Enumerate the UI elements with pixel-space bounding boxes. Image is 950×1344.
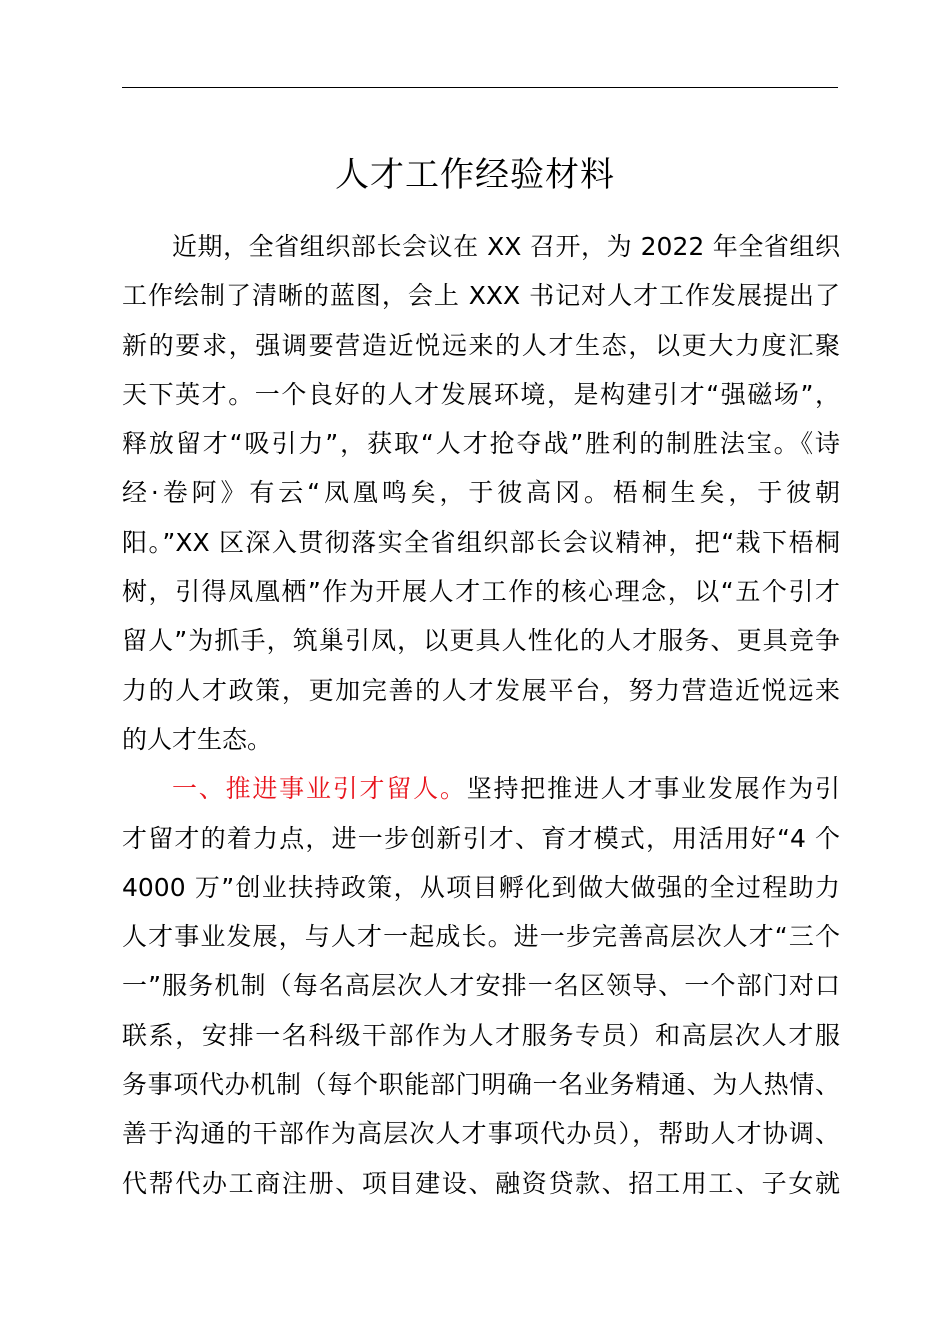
section-heading-rest: 坚持把推进人才事业发展作为引 bbox=[466, 774, 840, 804]
header-rule bbox=[122, 87, 838, 88]
paragraph-line: 的人才生态。 bbox=[122, 724, 273, 754]
paragraph-line: 经·卷阿》有云“凤凰鸣矣，于彼高冈。梧桐生矣，于彼朝 bbox=[122, 478, 840, 508]
paragraph-line: 4000 万”创业扶持政策，从项目孵化到做大做强的全过程助力 bbox=[122, 872, 840, 902]
section-heading: 一、推进事业引才留人。 bbox=[172, 774, 467, 804]
document-body bbox=[122, 222, 840, 1208]
paragraph-line: 善于沟通的干部作为高层次人才事项代办员），帮助人才协调、 bbox=[122, 1119, 840, 1149]
paragraph-line: 务事项代办机制（每个职能部门明确一名业务精通、为人热情、 bbox=[122, 1070, 840, 1100]
paragraph-line: 留人”为抓手，筑巢引凤，以更具人性化的人才服务、更具竞争 bbox=[122, 626, 840, 656]
paragraph-line: 力的人才政策，更加完善的人才发展平台，努力营造近悦远来 bbox=[122, 675, 840, 705]
paragraph-line: 天下英才。一个良好的人才发展环境，是构建引才“强磁场”， bbox=[122, 379, 840, 409]
paragraph-line: 才留才的着力点，进一步创新引才、育才模式，用活用好“4 个 bbox=[122, 823, 840, 853]
paragraph-line: 新的要求，强调要营造近悦远来的人才生态，以更大力度汇聚 bbox=[122, 330, 840, 360]
paragraph-line: 一”服务机制（每名高层次人才安排一名区领导、一个部门对口 bbox=[122, 971, 840, 1001]
paragraph-line: 工作绘制了清晰的蓝图，会上 XXX 书记对人才工作发展提出了 bbox=[122, 281, 840, 311]
section-heading-line bbox=[122, 764, 840, 813]
paragraph-line: 阳。”XX 区深入贯彻落实全省组织部长会议精神，把“栽下梧桐 bbox=[122, 527, 840, 557]
paragraph-line: 释放留才“吸引力”，获取“人才抢夺战”胜利的制胜法宝。《诗 bbox=[122, 429, 840, 459]
paragraph-line: 人才事业发展，与人才一起成长。进一步完善高层次人才“三个 bbox=[122, 922, 840, 952]
paragraph-line: 代帮代办工商注册、项目建设、融资贷款、招工用工、子女就 bbox=[122, 1168, 840, 1198]
document-title: 人才工作经验材料 bbox=[335, 155, 615, 195]
paragraph-line: 近期，全省组织部长会议在 XX 召开，为 2022 年全省组织 bbox=[172, 232, 840, 261]
paragraph-line: 联系，安排一名科级干部作为人才服务专员）和高层次人才服 bbox=[122, 1020, 840, 1050]
paragraph-line: 树，引得凤凰栖”作为开展人才工作的核心理念，以“五个引才 bbox=[122, 577, 840, 607]
